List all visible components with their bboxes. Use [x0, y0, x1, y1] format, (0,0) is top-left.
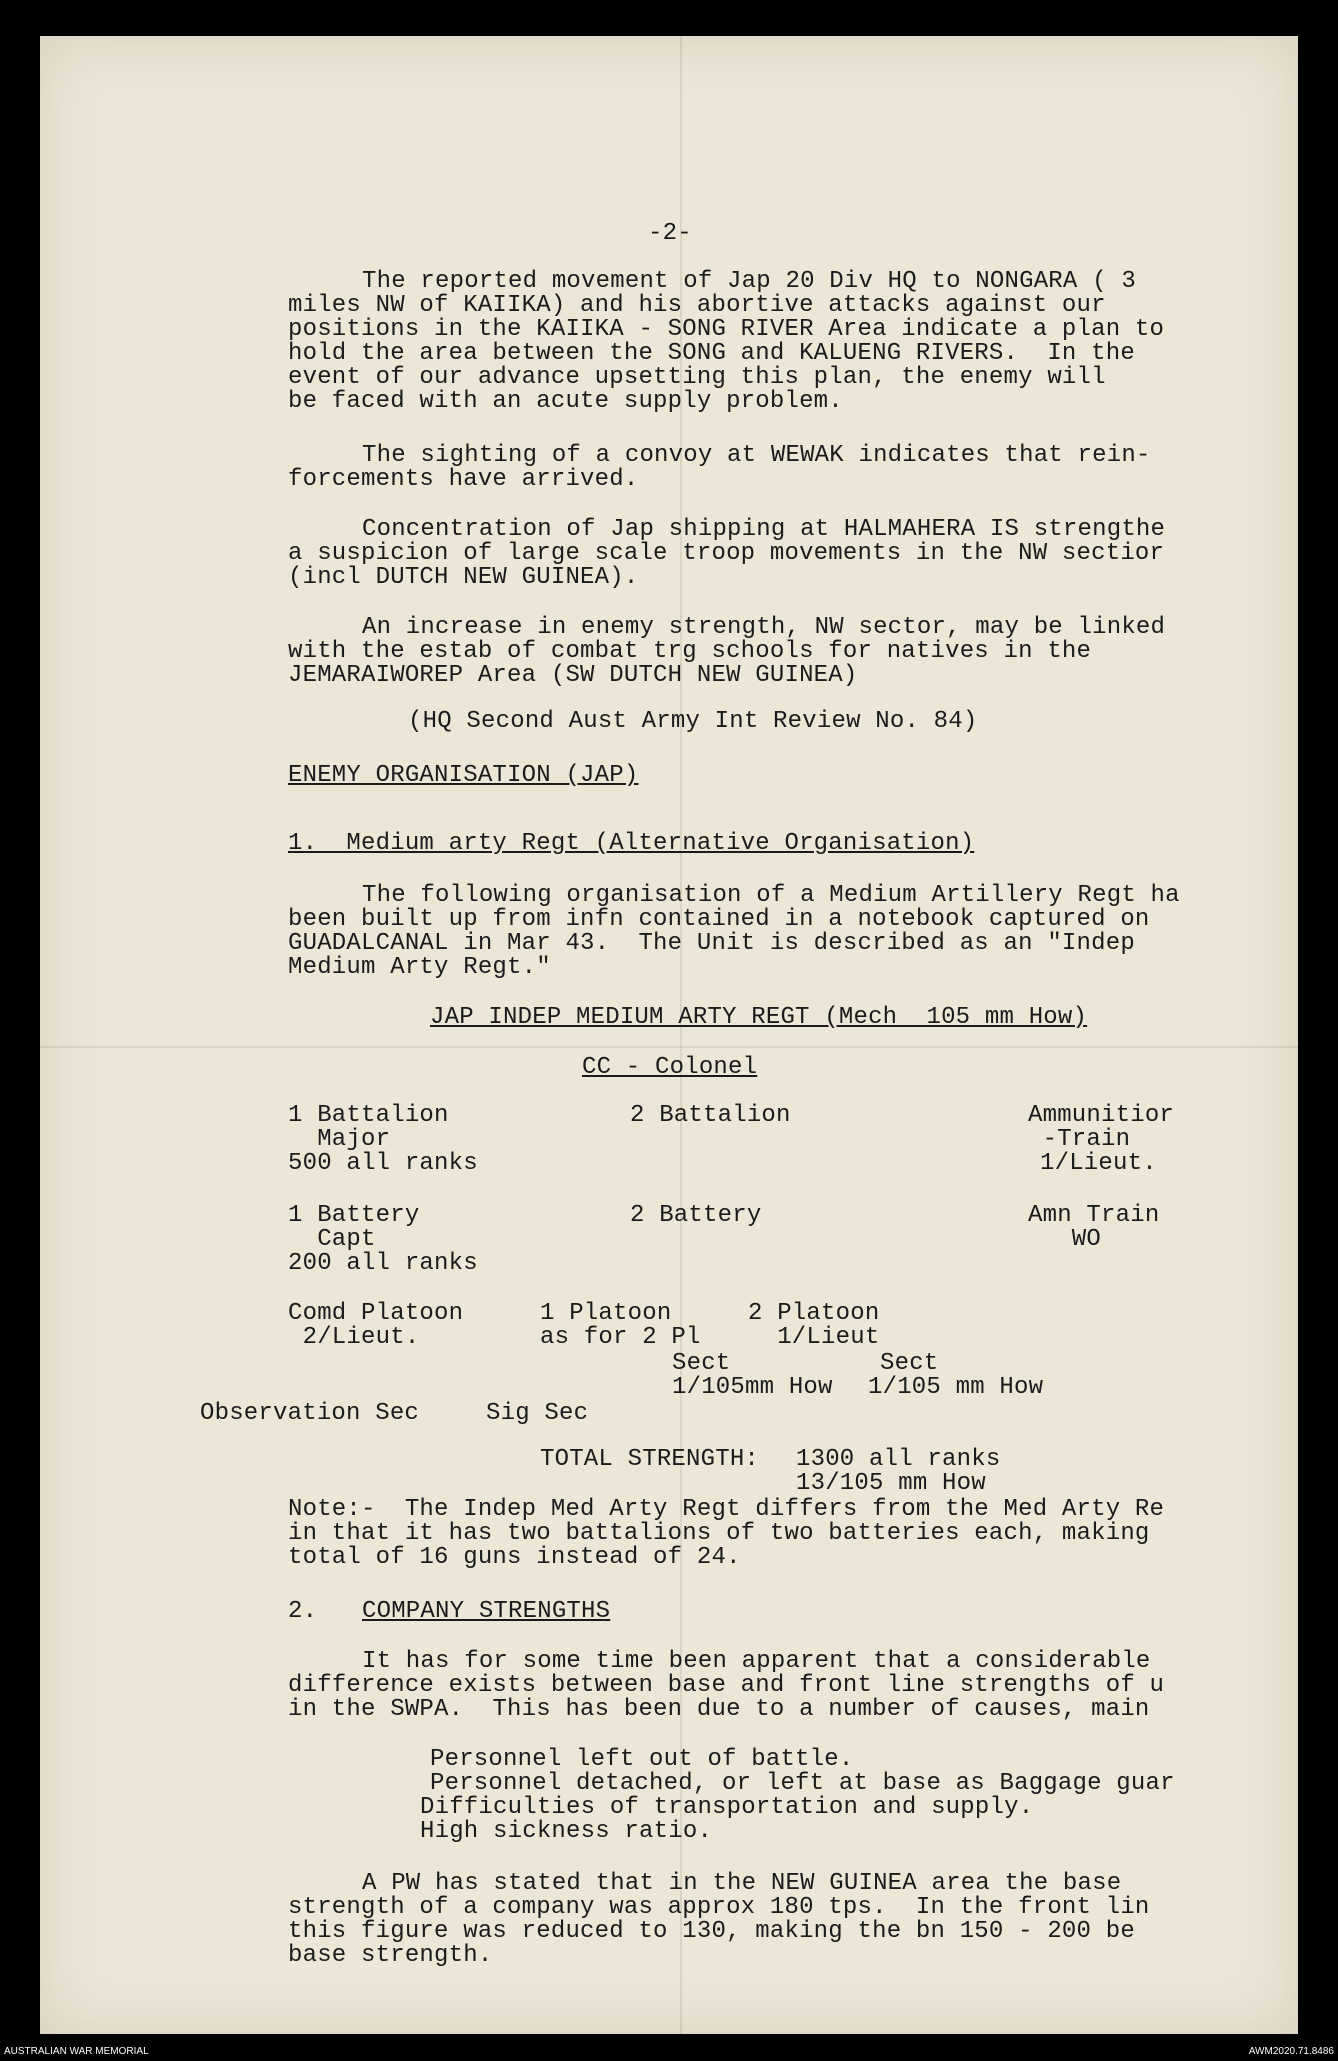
paragraph-line: hold the area between the SONG and KALUENG RIVERS. In the: [288, 340, 1135, 367]
org-battalion-1-strength: 500 all ranks: [288, 1150, 478, 1177]
footer-accession-number: AWM2020.71.8486: [1248, 2046, 1334, 2057]
org-battalion-1: 1 Battalion: [288, 1102, 449, 1129]
note-line: total of 16 guns instead of 24.: [288, 1544, 741, 1571]
org-ammo-train: Amn Train: [1028, 1202, 1160, 1229]
org-signals-section: Sig Sec: [486, 1400, 589, 1427]
org-battalion-2: 2 Battalion: [630, 1102, 791, 1129]
org-section-2-detail: 1/105 mm How: [868, 1374, 1044, 1401]
paragraph-line: a suspicion of large scale troop movements in the NW sectior: [288, 540, 1165, 567]
org-battery-2: 2 Battery: [630, 1202, 762, 1229]
org-platoon-1-note: as for 2 Pl: [540, 1324, 701, 1351]
cause-item: Personnel detached, or left at base as Baggage guar: [430, 1770, 1175, 1797]
paragraph-line: Medium Arty Regt.": [288, 954, 551, 981]
footer-source: AUSTRALIAN WAR MEMORIAL: [4, 2046, 149, 2057]
org-command-platoon-commander: 2/Lieut.: [288, 1324, 420, 1351]
paragraph-line: be faced with an acute supply problem.: [288, 388, 843, 415]
org-battery-1-commander: Capt: [288, 1226, 376, 1253]
org-commanding-officer: CC - Colonel: [582, 1054, 758, 1081]
org-section-2: Sect: [880, 1350, 939, 1377]
paragraph-line: The following organisation of a Medium Artillery Regt ha: [362, 882, 1180, 909]
note-line: Note:- The Indep Med Arty Regt differs from the Med Arty Re: [288, 1496, 1165, 1523]
paragraph-line: JEMARAIWOREP Area (SW DUTCH NEW GUINEA): [288, 662, 858, 689]
org-command-platoon: Comd Platoon: [288, 1300, 464, 1327]
paragraph-line: this figure was reduced to 130, making the bn 150 - 200 be: [288, 1918, 1135, 1945]
paragraph-line: A PW has stated that in the NEW GUINEA area the base: [362, 1870, 1122, 1897]
fold-crease: [40, 1046, 1298, 1048]
paragraph-line: Concentration of Jap shipping at HALMAHERA IS strengthe: [362, 516, 1166, 543]
paragraph-line: with the estab of combat trg schools for natives in the: [288, 638, 1092, 665]
paragraph-line: An increase in enemy strength, NW sector, may be linked: [362, 614, 1166, 641]
item-heading: 1. Medium arty Regt (Alternative Organisation): [288, 830, 975, 857]
org-section-1-detail: 1/105mm How: [672, 1374, 833, 1401]
org-platoon-2: 2 Platoon: [748, 1300, 880, 1327]
org-ammo-train-commander: WO: [1028, 1226, 1102, 1253]
note-line: in that it has two battalions of two batteries each, making: [288, 1520, 1150, 1547]
org-observation-section: Observation Sec: [200, 1400, 420, 1427]
paragraph-line: strength of a company was approx 180 tps. In the front lin: [288, 1894, 1150, 1921]
page-number: -2-: [648, 220, 692, 247]
paragraph-line: forcements have arrived.: [288, 466, 639, 493]
cause-item: High sickness ratio.: [420, 1818, 713, 1845]
org-battery-1: 1 Battery: [288, 1202, 420, 1229]
paragraph-line: positions in the KAIIKA - SONG RIVER Area indicate a plan to: [288, 316, 1165, 343]
paragraph-line: The reported movement of Jap 20 Div HQ to NONGARA ( 3: [362, 268, 1136, 295]
paragraph-line: miles NW of KAIIKA) and his abortive attacks against our: [288, 292, 1106, 319]
paragraph-line: event of our advance upsetting this plan, the enemy will: [288, 364, 1106, 391]
paragraph-line: in the SWPA. This has been due to a number of causes, main: [288, 1696, 1150, 1723]
paragraph-line: difference exists between base and front line strengths of u: [288, 1672, 1165, 1699]
org-ammunition-train: Ammunitior: [1028, 1102, 1175, 1129]
item-number: 2.: [288, 1598, 318, 1625]
org-battalion-1-commander: Major: [288, 1126, 391, 1153]
org-platoon-2-commander: 1/Lieut: [748, 1324, 880, 1351]
paragraph-line: base strength.: [288, 1942, 493, 1969]
org-battery-1-strength: 200 all ranks: [288, 1250, 478, 1277]
paragraph-line: GUADALCANAL in Mar 43. The Unit is described as an "Indep: [288, 930, 1135, 957]
org-ammunition-train: -Train: [1028, 1126, 1131, 1153]
org-chart-title: JAP INDEP MEDIUM ARTY REGT (Mech 105 mm How): [430, 1004, 1088, 1031]
total-strength-value: 1300 all ranks: [796, 1446, 1001, 1473]
paragraph-line: been built up from infn contained in a notebook captured on: [288, 906, 1150, 933]
source-reference: (HQ Second Aust Army Int Review No. 84): [408, 708, 978, 735]
section-heading: ENEMY ORGANISATION (JAP): [288, 762, 639, 789]
org-section-1: Sect: [672, 1350, 731, 1377]
cause-item: Difficulties of transportation and supply.: [420, 1794, 1034, 1821]
org-ammunition-train-commander: 1/Lieut.: [1040, 1150, 1157, 1177]
total-strength-label: TOTAL STRENGTH:: [540, 1446, 760, 1473]
paragraph-line: (incl DUTCH NEW GUINEA).: [288, 564, 639, 591]
paragraph-line: The sighting of a convoy at WEWAK indicates that rein-: [362, 442, 1151, 469]
cause-item: Personnel left out of battle.: [430, 1746, 854, 1773]
item-heading: COMPANY STRENGTHS: [362, 1598, 611, 1625]
org-platoon-1: 1 Platoon: [540, 1300, 672, 1327]
total-strength-guns: 13/105 mm How: [796, 1470, 986, 1497]
paragraph-line: It has for some time been apparent that a considerable: [362, 1648, 1151, 1675]
